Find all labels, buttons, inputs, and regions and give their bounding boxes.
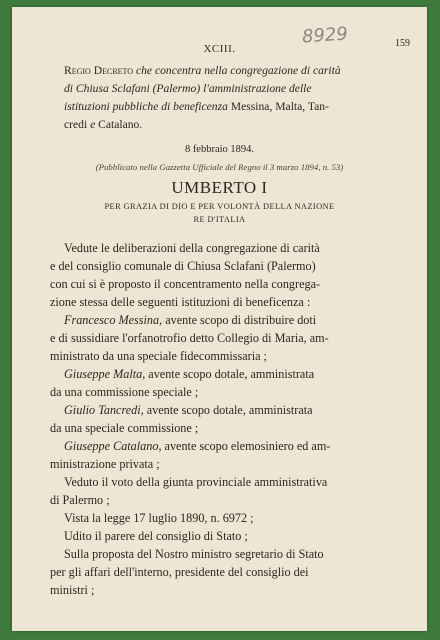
body-line: Veduto il voto della giunta provinciale amministrativa	[64, 475, 328, 489]
decree-title-line-4: credi e Catalano.	[64, 118, 143, 131]
king-name: UMBERTO I	[171, 178, 268, 197]
body-line: Udito il parere del consiglio di Stato ;	[64, 529, 248, 543]
decree-date: 8 febbraio 1894.	[184, 144, 255, 155]
body-line: Vista la legge 17 luglio 1890, n. 6972 ;	[64, 511, 254, 525]
body-line: Giuseppe Catalano, avente scopo elemosiniero ed am-	[64, 439, 331, 453]
body-line: di Palermo ;	[50, 493, 110, 507]
body-line: ministrazione privata ;	[50, 457, 160, 471]
body-line: per gli affari dell'interno, presidente del consiglio dei	[50, 565, 309, 579]
decree-title-line-2: di Chiusa Sclafani (Palermo) l'amministrazione delle	[64, 82, 312, 95]
document-page	[12, 7, 427, 631]
body-line: Giuseppe Malta, avente scopo dotale, amministrata	[64, 367, 315, 381]
body-line: e del consiglio comunale di Chiusa Sclafani (Palermo)	[50, 259, 316, 273]
body-line: e di sussidiare l'orfanotrofio detto Collegio di Maria, am-	[50, 331, 329, 345]
decree-number: XCIII.	[203, 43, 236, 55]
body-line: Francesco Messina, avente scopo di distribuire doti	[64, 313, 317, 327]
body-line: Sulla proposta del Nostro ministro segretario di Stato	[64, 547, 324, 561]
page-number: 159	[395, 38, 410, 49]
body-line: da una commissione speciale ;	[50, 385, 199, 399]
grace-line: PER GRAZIA DI DIO E PER VOLONTÀ DELLA NAZIONE	[104, 202, 335, 211]
body-line: ministri ;	[50, 583, 95, 597]
body-line: con cui si è proposto il concentramento nella congrega-	[50, 277, 321, 291]
re-line: RE D'ITALIA	[193, 215, 246, 224]
body-line: ministrato da una speciale fidecommissaria ;	[50, 349, 267, 363]
body-line: Giulio Tancredi, avente scopo dotale, amministrata	[64, 403, 313, 417]
decree-title-line-1: Regio Decreto che concentra nella congregazione di carità	[64, 64, 341, 77]
body-line: Vedute le deliberazioni della congregazione di carità	[64, 241, 320, 255]
handwritten-note: 8929	[301, 23, 349, 48]
decree-title-line-3: istituzioni pubbliche di beneficenza Messina, Malta, Tan-	[64, 100, 329, 113]
body-line: da una speciale commissione ;	[50, 421, 199, 435]
body-line: zione stessa delle seguenti istituzioni di beneficenza :	[50, 295, 311, 309]
publication-note: (Pubblicato nella Gazzetta Ufficiale del Regno il 3 marzo 1894, n. 53)	[95, 162, 344, 172]
